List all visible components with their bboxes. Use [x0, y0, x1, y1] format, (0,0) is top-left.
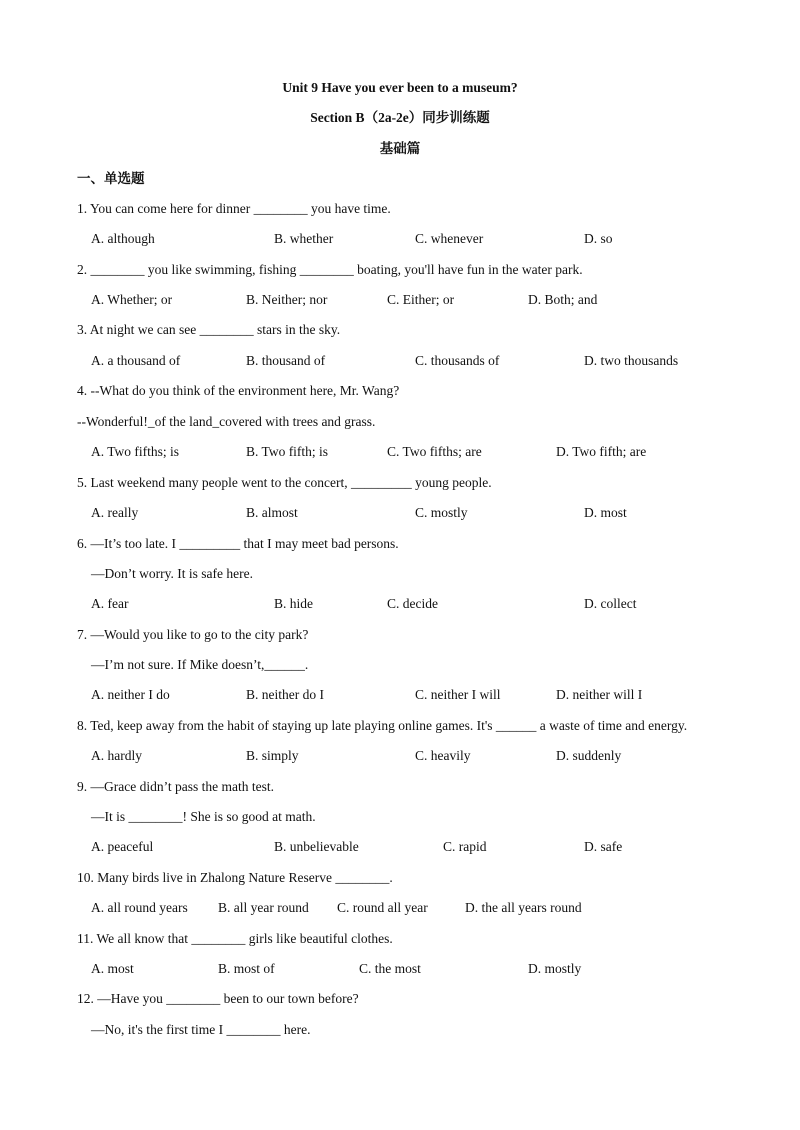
option-c: C. whenever [415, 231, 484, 246]
option-a: A. really [91, 505, 139, 520]
question-stem: 2. ________ you like swimming, fishing ________ boating, you'll have fun in the water park. [77, 262, 583, 277]
option-b: B. Neither; nor [246, 292, 328, 307]
difficulty-level: 基础篇 [379, 141, 421, 156]
option-a: A. a thousand of [91, 353, 181, 368]
question-stem: 3. At night we can see ________ stars in the sky. [77, 322, 341, 337]
option-d: D. suddenly [556, 748, 622, 763]
option-b: B. all year round [218, 900, 309, 915]
question-stem: 5. Last weekend many people went to the concert, _________ young people. [77, 475, 492, 490]
option-a: A. peaceful [91, 839, 154, 854]
option-a: A. most [91, 961, 134, 976]
question-dialogue-line: —Don’t worry. It is safe here. [91, 566, 253, 581]
question-stem: 4. --What do you think of the environment here, Mr. Wang? [77, 383, 400, 398]
question-stem: 11. We all know that ________ girls like beautiful clothes. [77, 931, 393, 946]
question-stem: 1. You can come here for dinner ________ you have time. [77, 201, 391, 216]
option-c: C. round all year [337, 900, 428, 915]
question-stem: 9. —Grace didn’t pass the math test. [77, 779, 274, 794]
option-d: D. safe [584, 839, 623, 854]
option-a: A. neither I do [91, 687, 170, 702]
option-a: A. Two fifths; is [91, 444, 180, 459]
option-c: C. rapid [443, 839, 487, 854]
option-b: B. whether [274, 231, 334, 246]
option-a: A. hardly [91, 748, 142, 763]
option-d: D. neither will I [556, 687, 643, 702]
option-b: B. unbelievable [274, 839, 359, 854]
option-a: A. although [91, 231, 155, 246]
question-stem: 7. —Would you like to go to the city park? [77, 627, 309, 642]
question-stem: 10. Many birds live in Zhalong Nature Reserve ________. [77, 870, 393, 885]
option-d: D. mostly [528, 961, 582, 976]
option-b: B. simply [246, 748, 299, 763]
question-dialogue-line: —No, it's the first time I ________ here. [91, 1022, 311, 1037]
question-dialogue-line: —I’m not sure. If Mike doesn’t,______. [91, 657, 309, 672]
question-stem: 12. —Have you ________ been to our town before? [77, 991, 359, 1006]
option-b: B. almost [246, 505, 298, 520]
option-d: D. Two fifth; are [556, 444, 647, 459]
option-b: B. Two fifth; is [246, 444, 329, 459]
option-c: C. mostly [415, 505, 468, 520]
option-c: C. the most [359, 961, 421, 976]
option-c: C. heavily [415, 748, 471, 763]
option-d: D. so [584, 231, 613, 246]
question-stem: 6. —It’s too late. I _________ that I may meet bad persons. [77, 536, 399, 551]
option-a: A. fear [91, 596, 129, 611]
option-d: D. the all years round [465, 900, 582, 915]
option-c: C. neither I will [415, 687, 501, 702]
option-d: D. two thousands [584, 353, 679, 368]
option-a: A. all round years [91, 900, 188, 915]
document-subtitle: Section B（2a-2e）同步训练题 [310, 110, 490, 125]
option-b: B. thousand of [246, 353, 326, 368]
question-dialogue-line: —It is ________! She is so good at math. [91, 809, 316, 824]
question-dialogue-line: --Wonderful!_of the land_covered with trees and grass. [77, 414, 376, 429]
option-c: C. decide [387, 596, 438, 611]
option-c: C. Two fifths; are [387, 444, 482, 459]
option-c: C. Either; or [387, 292, 455, 307]
option-c: C. thousands of [415, 353, 500, 368]
option-d: D. most [584, 505, 627, 520]
question-stem: 8. Ted, keep away from the habit of staying up late playing online games. It's ______ a waste of time and energy. [77, 718, 688, 733]
document-title: Unit 9 Have you ever been to a museum? [282, 80, 518, 95]
option-d: D. collect [584, 596, 637, 611]
option-d: D. Both; and [528, 292, 598, 307]
option-b: B. hide [274, 596, 313, 611]
option-a: A. Whether; or [91, 292, 173, 307]
option-b: B. neither do I [246, 687, 324, 702]
option-b: B. most of [218, 961, 275, 976]
section-heading: 一、单选题 [77, 171, 145, 186]
